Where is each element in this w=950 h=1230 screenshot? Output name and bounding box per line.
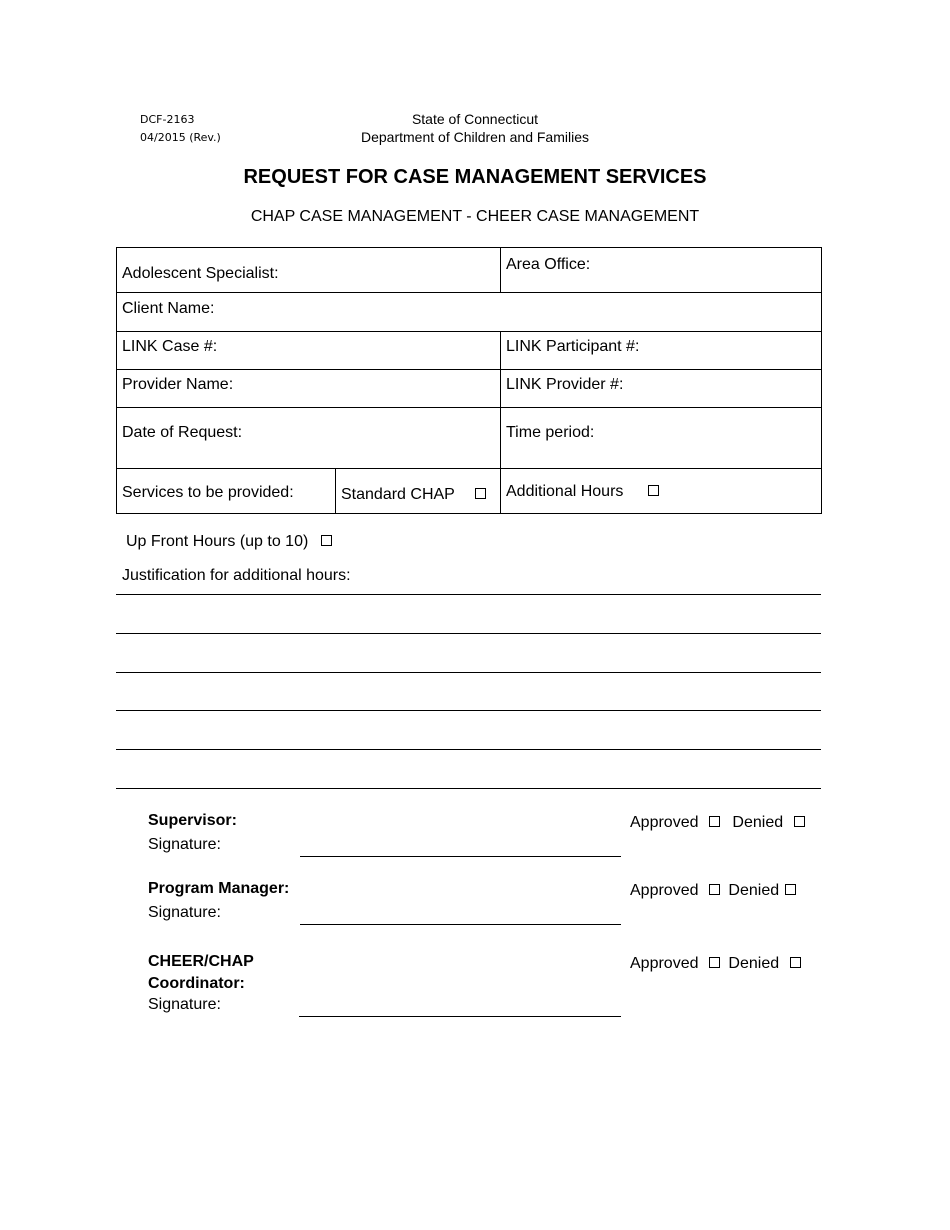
- coordinator-role-label-2: Coordinator:: [148, 975, 245, 992]
- case-info-table: [116, 247, 822, 514]
- additional-hours-checkbox[interactable]: [648, 485, 659, 496]
- program-manager-denied-checkbox[interactable]: [785, 884, 796, 895]
- supervisor-signature-line[interactable]: [300, 856, 621, 857]
- program-manager-signature-line[interactable]: [300, 924, 621, 925]
- upfront-hours-checkbox[interactable]: [321, 535, 332, 546]
- table-row-divider: [117, 407, 821, 408]
- coordinator-signature-line[interactable]: [299, 1016, 621, 1017]
- program-manager-decision: [630, 882, 796, 900]
- supervisor-signature-label: Signature:: [148, 836, 221, 853]
- table-row-divider: [117, 369, 821, 370]
- program-manager-approved-checkbox[interactable]: [709, 884, 720, 895]
- coordinator-signature-label: Signature:: [148, 996, 221, 1013]
- coordinator-decision: [630, 955, 801, 973]
- table-col-divider: [335, 468, 336, 514]
- denied-label: Denied: [728, 955, 780, 972]
- upfront-hours-label: Up Front Hours (up to 10): [126, 533, 309, 550]
- adolescent-specialist-field[interactable]: Adolescent Specialist:: [122, 265, 279, 282]
- additional-hours-option: [506, 483, 659, 501]
- form-title: REQUEST FOR CASE MANAGEMENT SERVICES: [243, 166, 707, 188]
- coordinator-role-label: CHEER/CHAP: [148, 953, 254, 970]
- approved-label: Approved: [630, 882, 699, 899]
- coordinator-approved-checkbox[interactable]: [709, 957, 720, 968]
- table-row-divider: [117, 292, 821, 293]
- justification-line[interactable]: [116, 672, 821, 673]
- form-number: DCF-2163: [140, 113, 195, 126]
- coordinator-denied-checkbox[interactable]: [790, 957, 801, 968]
- justification-line[interactable]: [116, 633, 821, 634]
- supervisor-decision: [630, 814, 805, 832]
- justification-line[interactable]: [116, 594, 821, 595]
- program-manager-role-label: Program Manager:: [148, 880, 290, 897]
- approved-label: Approved: [630, 955, 699, 972]
- justification-line[interactable]: [116, 749, 821, 750]
- supervisor-role-label: Supervisor:: [148, 812, 237, 829]
- denied-label: Denied: [732, 814, 784, 831]
- program-manager-signature-label: Signature:: [148, 904, 221, 921]
- table-row-divider: [117, 468, 821, 469]
- denied-label: Denied: [728, 882, 780, 899]
- client-name-field[interactable]: Client Name:: [122, 300, 215, 317]
- justification-label: Justification for additional hours:: [122, 567, 351, 584]
- approved-label: Approved: [630, 814, 699, 831]
- area-office-field[interactable]: Area Office:: [506, 256, 591, 273]
- table-col-divider: [500, 331, 501, 514]
- justification-line[interactable]: [116, 788, 821, 789]
- standard-chap-checkbox[interactable]: [475, 488, 486, 499]
- form-subtitle: CHAP CASE MANAGEMENT - CHEER CASE MANAGEMENT: [250, 208, 700, 225]
- justification-line[interactable]: [116, 710, 821, 711]
- table-row-divider: [117, 331, 821, 332]
- time-period-field[interactable]: Time period:: [506, 424, 595, 441]
- table-col-divider: [500, 248, 501, 292]
- department-name: Department of Children and Families: [361, 129, 589, 145]
- upfront-hours-option: [126, 533, 332, 551]
- link-participant-field[interactable]: LINK Participant #:: [506, 338, 640, 355]
- standard-chap-option: [341, 486, 486, 504]
- supervisor-approved-checkbox[interactable]: [709, 816, 720, 827]
- standard-chap-label: Standard CHAP: [341, 486, 455, 503]
- date-of-request-field[interactable]: Date of Request:: [122, 424, 243, 441]
- link-provider-field[interactable]: LINK Provider #:: [506, 376, 624, 393]
- services-to-be-provided-label: Services to be provided:: [122, 484, 294, 501]
- link-case-field[interactable]: LINK Case #:: [122, 338, 218, 355]
- form-revision: 04/2015 (Rev.): [140, 131, 221, 144]
- additional-hours-label: Additional Hours: [506, 483, 624, 500]
- supervisor-denied-checkbox[interactable]: [794, 816, 805, 827]
- provider-name-field[interactable]: Provider Name:: [122, 376, 234, 393]
- state-name: State of Connecticut: [411, 111, 539, 127]
